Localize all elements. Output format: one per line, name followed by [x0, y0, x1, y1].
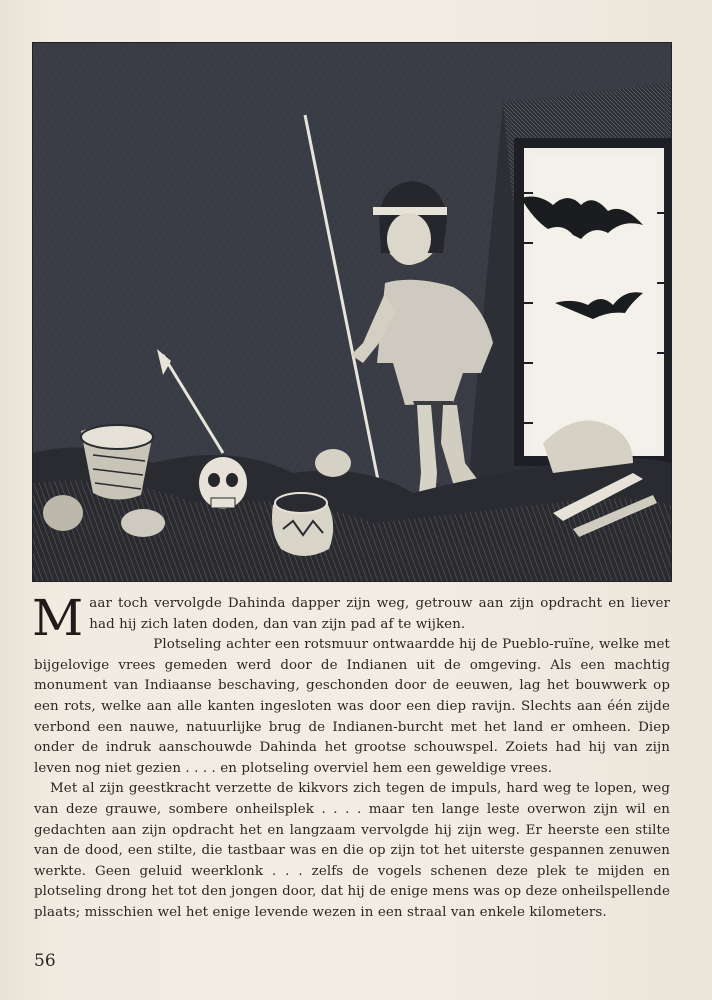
woodcut-illustration [32, 42, 672, 582]
paragraph-1-text: aar toch vervolgde Dahinda dapper zijn weg, getrouw aan zijn opdracht en liever had hij zich laten doden, dan van zijn pad af te wijken. [89, 596, 670, 632]
drop-cap: M [32, 589, 84, 647]
paragraph-2: Plotseling achter een rotsmuur ontwaardde hij de Pueblo-ruïne, welke met bijgelovige vrees gemeden werd door de Indianen uit de omgeving. Als een machtig monument van Indiaanse beschaving, geschonden door de eeuwen, lag het bouwwerk op een rots, welke aan alle kanten ingesloten was door een diep ravijn. Slechts aan één zijde verbond een nauwe, natuurlijke brug de Indianen-burcht met het land er omheen. Diep onder de indruk aanschouwde Dahinda het grootse schouwspel. Zoiets had hij van zijn leven nog niet gezien . . . . en plotseling overviel hem een geweldige vrees. [34, 637, 670, 776]
page-number: 56 [34, 951, 56, 971]
paragraph-1 [32, 589, 670, 647]
paragraph-3: Met al zijn geestkracht verzette de kikvors zich tegen de impuls, hard weg te lopen, weg van deze grauwe, sombere onheilsplek . . . . maar ten lange leste overwon zijn wil en gedachten aan zijn opdracht het en langzaam vervolgde hij zijn weg. Er heerste een stilte van de dood, een stilte, die tastbaar was en die op zijn tot het uiterste gespannen zenuwen werkte. Geen geluid weerklonk . . . zelfs de vogels schenen deze plek te mijden en plotseling drong het tot den jongen door, dat hij de enige mens was op deze onheilspellende plaats; misschien wel het enige levende wezen in een straal van enkele kilometers. [34, 781, 670, 920]
illustration-drawing [33, 43, 671, 581]
body-text [32, 589, 670, 924]
